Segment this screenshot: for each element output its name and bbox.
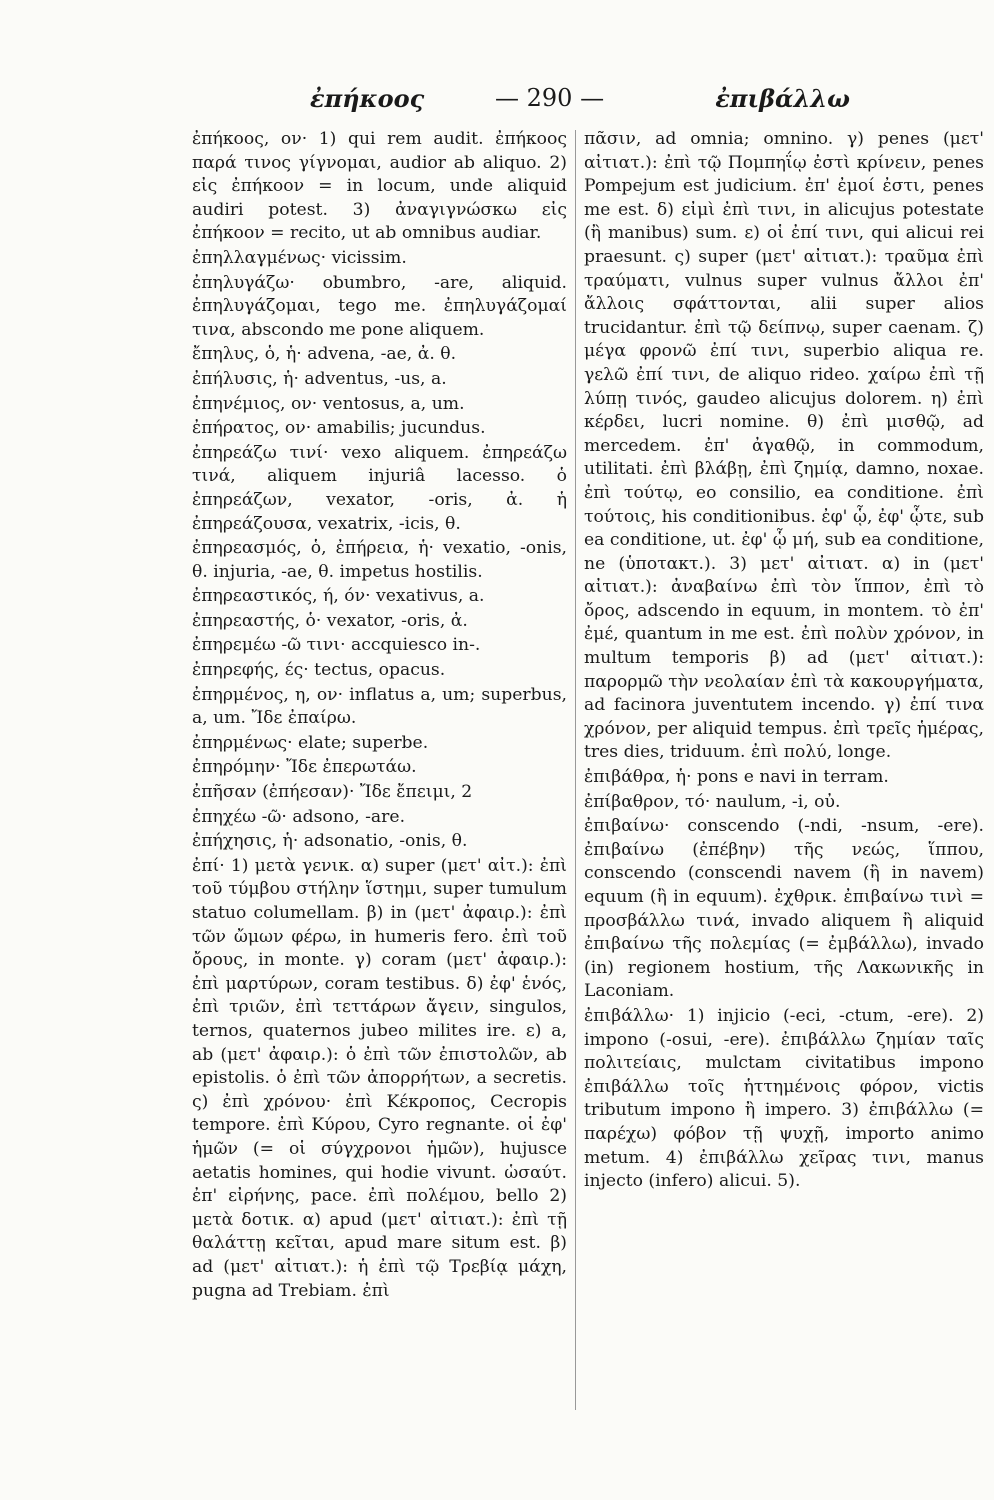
entry-eperephes: ἐπηρεφής, ές· tectus, opacus.	[192, 660, 446, 681]
entry-epesan: ἐπῆσαν (ἐπήεσαν)· Ἴδε ἔπειμι, 2	[192, 782, 473, 803]
entry-epecheo: ἐπηχέω -ῶ· adsono, -are.	[192, 806, 406, 827]
entry-epelysis: ἐπήλυσις, ἡ· adventus, -us, a.	[192, 368, 447, 389]
left-column	[192, 128, 567, 1418]
left-running-headword: ἐπήκοος	[310, 84, 425, 113]
entry-epellagmenos: ἐπηλλαγμένως· vicissim.	[192, 247, 407, 268]
column-divider	[575, 130, 576, 1410]
entry-epermenos-adv: ἐπηρμένως· elate; superbe.	[192, 732, 429, 753]
page-number: — 290 —	[495, 84, 605, 112]
entry-epelygazo: ἐπηλυγάζω· obumbro, -are, aliquid. ἐπηλυγάζομαι, tego me. ἐπηλυγάζομαί τινα, abscondo me pone aliquem.	[192, 272, 567, 340]
entry-epermenos: ἐπηρμένος, η, ον· inflatus a, um; superbus, a, um. Ἴδε ἐπαίρω.	[192, 684, 567, 729]
entry-epi-continued: πᾶσιν, ad omnia; omnino. γ) penes (μετ' αἰτιατ.): ἐπὶ τῷ Πομπηΐῳ ἐστὶ κρίνειν, penes Pompejum est judicium. ἐπ' ἐμοί ἐστι, penes me est. δ) εἰμὶ ἐπὶ τινι, in alicujus potestate (ἢ manibus) sum. ε) οἱ ἐπί τινι, qui alicui rei praesunt. ς) super (μετ' αἰτιατ.): τραῦμα ἐπὶ τραύματι, vulnus super vulnus ἄλλοι ἐπ' ἄλλοις σφάττονται, alii super alios trucidantur. ἐπὶ τῷ δείπνῳ, super caenam. ζ) μέγα φρονῶ ἐπί τινι, superbio aliqua re. γελῶ ἐπί τινι, de aliquo rideo. χαίρω ἐπὶ τῇ λύπῃ τινός, gaudeo alicujus dolorem. η) ἐπὶ κέρδει, lucri nomine. θ) ἐπὶ μισθῷ, ad mercedem. ἐπ' ἀγαθῷ, in commodum, utilitati. ἐπὶ βλάβῃ, ἐπὶ ζημίᾳ, damno, noxae. ἐπὶ τούτῳ, eo consilio, ea conditione. ἐπὶ τούτοις, his conditionibus. ἐφ' ᾧ, ἐφ' ᾧτε, sub ea conditione, ut. ἐφ' ᾧ μή, sub ea conditione, ne (ὑποτακτ.). 3) μετ' αἰτιατ. α) in (μετ' αἰτιατ.): ἀναβαίνω ἐπὶ τὸν ἵππον, ἐπὶ τὸ ὄρος, adscendo in equum, in montem. τὸ ἐπ' ἐμέ, quantum in me est. ἐπὶ πολὺν χρόνον, in multum temporis β) ad (μετ' αἰτιατ.): παρορμῶ τὴν νεολαίαν ἐπὶ τὰ κακουργήματα, ad facinora juventutem incendo. γ) ἐπί τινα χρόνον, per aliquid tempus. ἐπὶ τρεῖς ἡμέρας, tres dies, triduum. ἐπὶ πολύ, longe.	[584, 129, 984, 763]
entry-eperemeo: ἐπηρεμέω -ῶ τινι· accquiesco in-.	[192, 635, 481, 656]
right-running-headword: ἐπιβάλλω	[715, 84, 850, 113]
entry-epelys: ἔπηλυς, ὁ, ἡ· advena, -ae, ἀ. θ.	[192, 344, 457, 365]
entry-epiballo: ἐπιβάλλω· 1) injicio (-eci, -ctum, -ere). 2) impono (-osui, -ere). ἐπιβάλλω ζημίαν ταῖς πολιτείαις, mulctam civitatibus impono ἐπιβάλλω τοῖς ἡττημένοις φόρον, victis tributum impono ἢ impero. 3) ἐπιβάλλω (= παρέχω) φόβον τῇ ψυχῇ, importo animo metum. 4) ἐπιβάλλω χεῖρας τινι, manus injecto (infero) alicui. 5).	[584, 1005, 984, 1192]
entry-epereazo: ἐπηρεάζω τινί· vexo aliquem. ἐπηρεάζω τινά, aliquem injuriâ lacesso. ὁ ἐπηρεάζων, vexator, -oris, ἀ. ἡ ἐπηρεάζουσα, vexatrix, -icis, θ.	[192, 442, 567, 534]
entry-epibathra: ἐπιβάθρα, ἡ· pons e navi in terram.	[584, 767, 889, 788]
entry-epereasmos: ἐπηρεασμός, ὁ, ἐπήρεια, ἡ· vexatio, -onis, θ. injuria, -ae, θ. impetus hostilis.	[192, 538, 567, 582]
entry-epibathron: ἐπίβαθρον, τό· naulum, -i, οὐ.	[584, 791, 841, 812]
right-column	[584, 128, 984, 1418]
entry-eperomen: ἐπηρόμην· Ἴδε ἐπερωτάω.	[192, 757, 417, 778]
entry-epereastikos: ἐπηρεαστικός, ή, όν· vexativus, a.	[192, 586, 485, 607]
entry-epibaino: ἐπιβαίνω· conscendo (-ndi, -nsum, -ere). ἐπιβαίνω (ἐπέβην) τῆς νεώς, ἵππου, conscendo (conscendi navem (ἢ in navem) equum (ἢ in equum). ἐχθρικ. ἐπιβαίνω τινὶ = προσβάλλω τινά, invado aliquem ἢ aliquid ἐπιβαίνω τῆς πολεμίας (= ἐμβάλλω), invado (in) regionem hostium, τῆς Λακωνικῆς in Laconiam.	[584, 816, 984, 1002]
entry-eperatos: ἐπήρατος, ον· amabilis; jucundus.	[192, 418, 486, 439]
entry-epekoos: ἐπήκοος, ον· 1) qui rem audit. ἐπήκοος παρά τινος γίγνομαι, audior ab aliquo. 2) εἰς ἐπήκοον = in locum, unde aliquid audiri potest. 3) ἀναγιγνώσκω εἰς ἐπήκοον = recito, ut ab omnibus audiar.	[192, 129, 567, 244]
entry-epi: ἐπί· 1) μετὰ γενικ. α) super (μετ' αἰτ.): ἐπὶ τοῦ τύμβου στήλην ἵστημι, super tumulum statuo columellam. β) in (μετ' ἀφαιρ.): ἐπὶ τῶν ὤμων φέρω, in humeris fero. ἐπὶ τοῦ ὄρους, in monte. γ) coram (μετ' ἀφαιρ.): ἐπὶ μαρτύρων, coram testibus. δ) ἐφ' ἑνός, ἐπὶ τριῶν, ἐπὶ τεττάρων ἄγειν, singulos, ternos, quaternos jubeo milites ire. ε) a, ab (μετ' ἀφαιρ.): ὁ ἐπὶ τῶν ἐπιστολῶν, ab epistolis. ὁ ἐπὶ τῶν ἀπορρήτων, a secretis. ς) ἐπὶ χρόνου· ἐπὶ Κέκροπος, Cecropis tempore. ἐπὶ Κύρου, Cyro regnante. οἱ ἐφ' ἡμῶν (= οἱ σύγχρονοι ἡμῶν), hujusce aetatis homines, qui hodie vivunt. ὡσαύτ. ἐπ' εἰρήνης, pace. ἐπὶ πολέμου, bello 2) μετὰ δοτικ. α) apud (μετ' αἰτιατ.): ἐπὶ τῇ θαλάττῃ κεῖται, apud mare situm est. β) ad (μετ' αἰτιατ.): ἡ ἐπὶ τῷ Τρεβίᾳ μάχη, pugna ad Trebiam. ἐπὶ	[192, 855, 567, 1301]
entry-epechesis: ἐπήχησις, ἡ· adsonatio, -onis, θ.	[192, 831, 468, 852]
page-header	[190, 84, 850, 124]
entry-epenemios: ἐπηνέμιος, ον· ventosus, a, um.	[192, 393, 465, 414]
entry-epereastes: ἐπηρεαστής, ὁ· vexator, -oris, ἀ.	[192, 610, 468, 631]
